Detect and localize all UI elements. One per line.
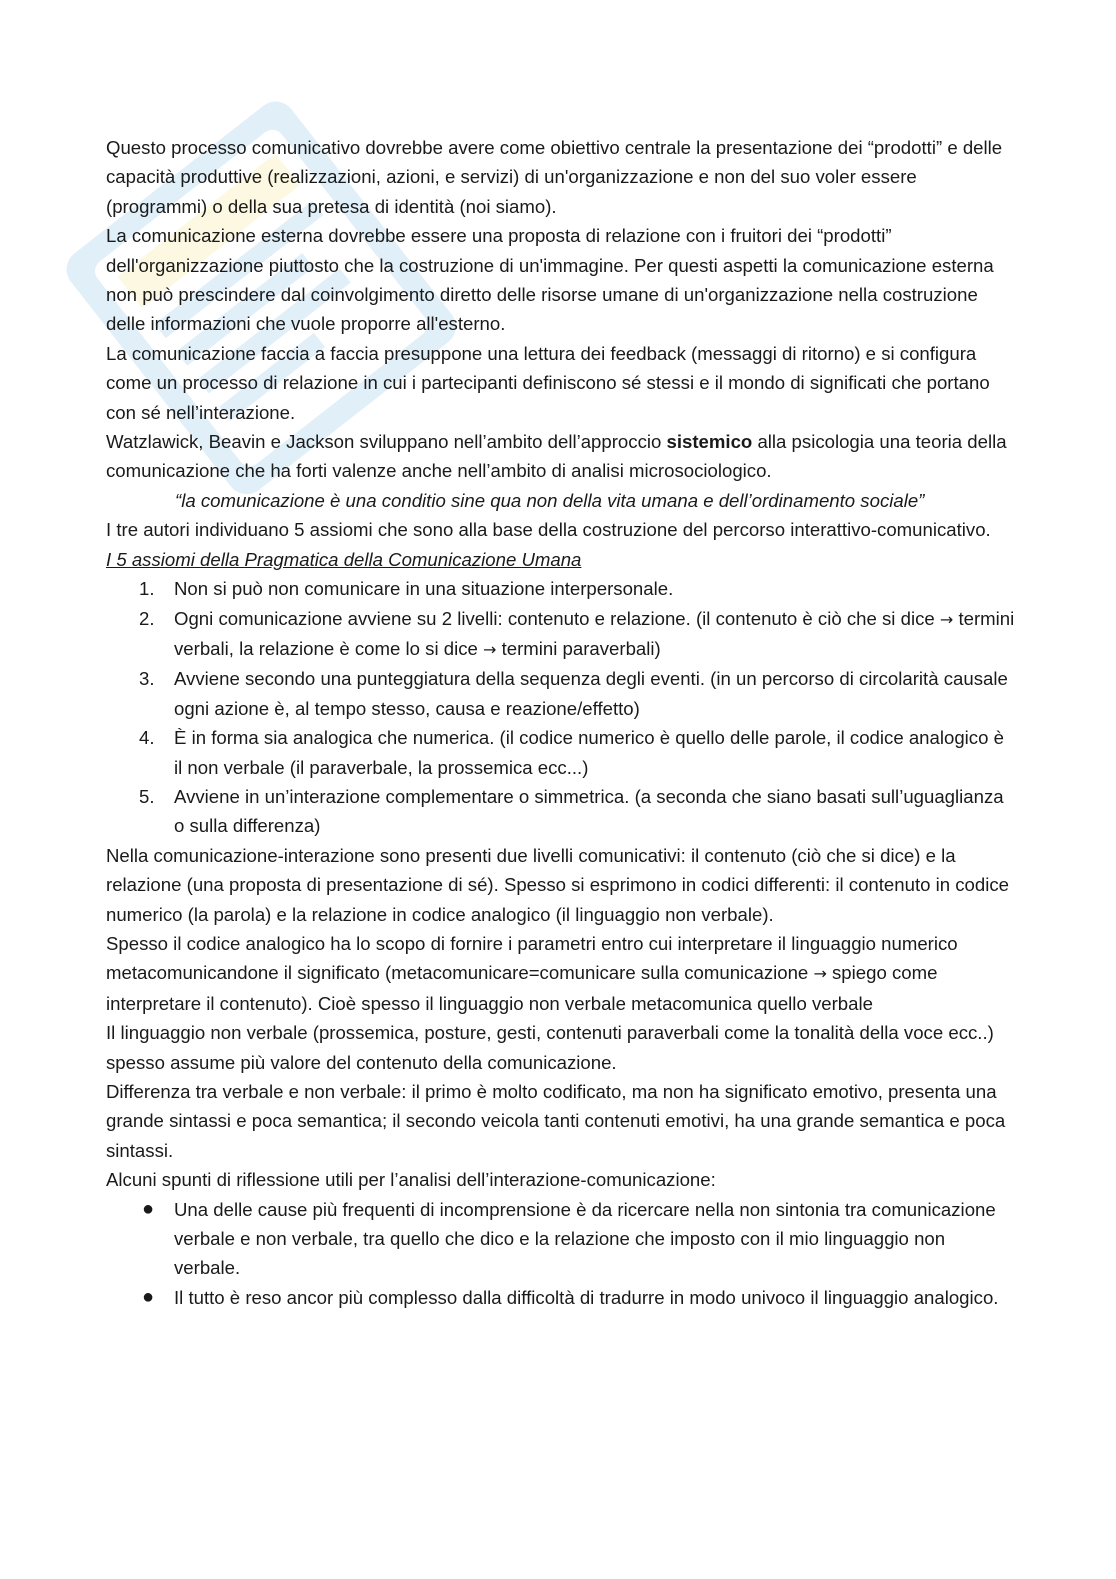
list-item-text: Non si può non comunicare in una situazione interpersonale. <box>174 578 674 600</box>
text-span: spiego come interpretare il contenuto). Cioè spesso il linguaggio non verbale metacomunica quello verbale <box>106 962 938 1014</box>
list-item <box>106 574 1016 603</box>
bold-term: sistemico <box>666 431 753 453</box>
arrow-right-icon: → <box>939 609 954 629</box>
paragraph <box>106 929 1016 1018</box>
list-item <box>106 1283 1016 1312</box>
arrow-right-icon: → <box>483 639 497 659</box>
paragraph-watzlawick <box>106 427 1016 486</box>
list-item-text: Una delle cause più frequenti di incomprensione è da ricercare nella non sintonia tra comunicazione verbale e non verbale, tra quello che dico e la relazione che imposto con il mio linguaggio non verbale. <box>174 1198 996 1279</box>
quote: “la comunicazione è una conditio sine qua non della vita umana e dell’ordinamento sociale” <box>175 489 925 511</box>
list-item-text: È in forma sia analogica che numerica. (il codice numerico è quello delle parole, il codice analogico è il non verbale (il paraverbale, la prossemica ecc...) <box>174 727 1004 778</box>
list-item <box>106 604 1016 665</box>
list-number: 4. <box>139 727 155 749</box>
arrow-right-icon: → <box>813 964 827 984</box>
paragraph: La comunicazione faccia a faccia presuppone una lettura dei feedback (messaggi di ritorno) e si configura come un processo di relazione in cui i partecipanti definiscono sé stessi e il mondo di significati che portano con sé nell’interazione. <box>106 342 990 423</box>
list-number: 2. <box>139 607 155 629</box>
list-number: 3. <box>139 668 155 690</box>
bullet-icon: ● <box>142 1197 155 1220</box>
axioms-list <box>106 574 1016 841</box>
list-item-text: Ogni comunicazione avviene su 2 livelli: contenuto e relazione. (il contenuto è ciò che si dice <box>174 607 940 629</box>
paragraph: La comunicazione esterna dovrebbe essere una proposta di relazione con i fruitori dei “prodotti” dell'organizzazione piuttosto che la costruzione di un'immagine. Per questi aspetti la comunicazione esterna non può prescindere dal coinvolgimento diretto delle risorse umane di un'organizzazione nella costruzione delle informazioni che vuole proporre all'esterno. <box>106 225 994 335</box>
bullet-icon: ● <box>142 1285 155 1308</box>
list-item-text: Il tutto è reso ancor più complesso dalla difficoltà di tradurre in modo univoco il linguaggio analogico. <box>174 1286 999 1308</box>
list-item <box>106 1195 1016 1283</box>
paragraph: Differenza tra verbale e non verbale: il primo è molto codificato, ma non ha significato emotivo, presenta una grande sintassi e poca semantica; il secondo veicola tanti contenuti emotivi, ha una grande semantica e poca sintassi. <box>106 1081 1006 1161</box>
list-number: 1. <box>139 578 155 600</box>
text-span: Spesso il codice analogico ha lo scopo di fornire i parametri entro cui interpretare il linguaggio numerico metacomunicandone il significato (metacomunicare=comunicare sulla comunicazione <box>106 932 958 984</box>
list-item <box>106 723 1016 782</box>
paragraph: Nella comunicazione-interazione sono presenti due livelli comunicativi: il contenuto (ciò che si dice) e la relazione (una proposta di presentazione di sé). Spesso si esprimono in codici differenti: il contenuto in codice numerico (la parola) e la relazione in codice analogico (il linguaggio non verbale). <box>106 844 1010 925</box>
document-body <box>106 133 1016 1312</box>
text-span: alla psicologia una teoria della comunicazione che ha forti valenze anche nell’ambito di analisi microsociologico. <box>106 431 1007 482</box>
section-heading: I 5 assiomi della Pragmatica della Comunicazione Umana <box>106 548 582 570</box>
list-item-text: termini paraverbali) <box>496 637 661 659</box>
list-item-text: Avviene in un’interazione complementare o simmetrica. (a seconda che siano basati sull’uguaglianza o sulla differenza) <box>174 785 1004 837</box>
list-item <box>106 664 1016 723</box>
text-span: Watzlawick, Beavin e Jackson sviluppano nell’ambito dell’approccio <box>106 431 667 453</box>
paragraph: Alcuni spunti di riflessione utili per l’analisi dell’interazione-comunicazione: <box>106 1169 716 1191</box>
paragraph: Questo processo comunicativo dovrebbe avere come obiettivo centrale la presentazione dei “prodotti” e delle capacità produttive (realizzazioni, azioni, e servizi) di un'organizzazione e non del suo voler essere (programmi) o della sua pretesa di identità (noi siamo). <box>106 137 1003 217</box>
list-number: 5. <box>139 785 155 807</box>
paragraph: I tre autori individuano 5 assiomi che sono alla base della costruzione del percorso interattivo-comunicativo. <box>106 519 991 541</box>
paragraph: Il linguaggio non verbale (prossemica, posture, gesti, contenuti paraverbali come la tonalità della voce ecc..) spesso assume più valore del contenuto della comunicazione. <box>106 1022 994 1073</box>
list-item-text: Avviene secondo una punteggiatura della sequenza degli eventi. (in un percorso di circolarità causale ogni azione è, al tempo stesso, causa e reazione/effetto) <box>174 668 1008 719</box>
reflection-list <box>106 1195 1016 1313</box>
list-item <box>106 782 1016 841</box>
list-item-text: termini verbali, la relazione è come lo si dice <box>174 607 1015 659</box>
